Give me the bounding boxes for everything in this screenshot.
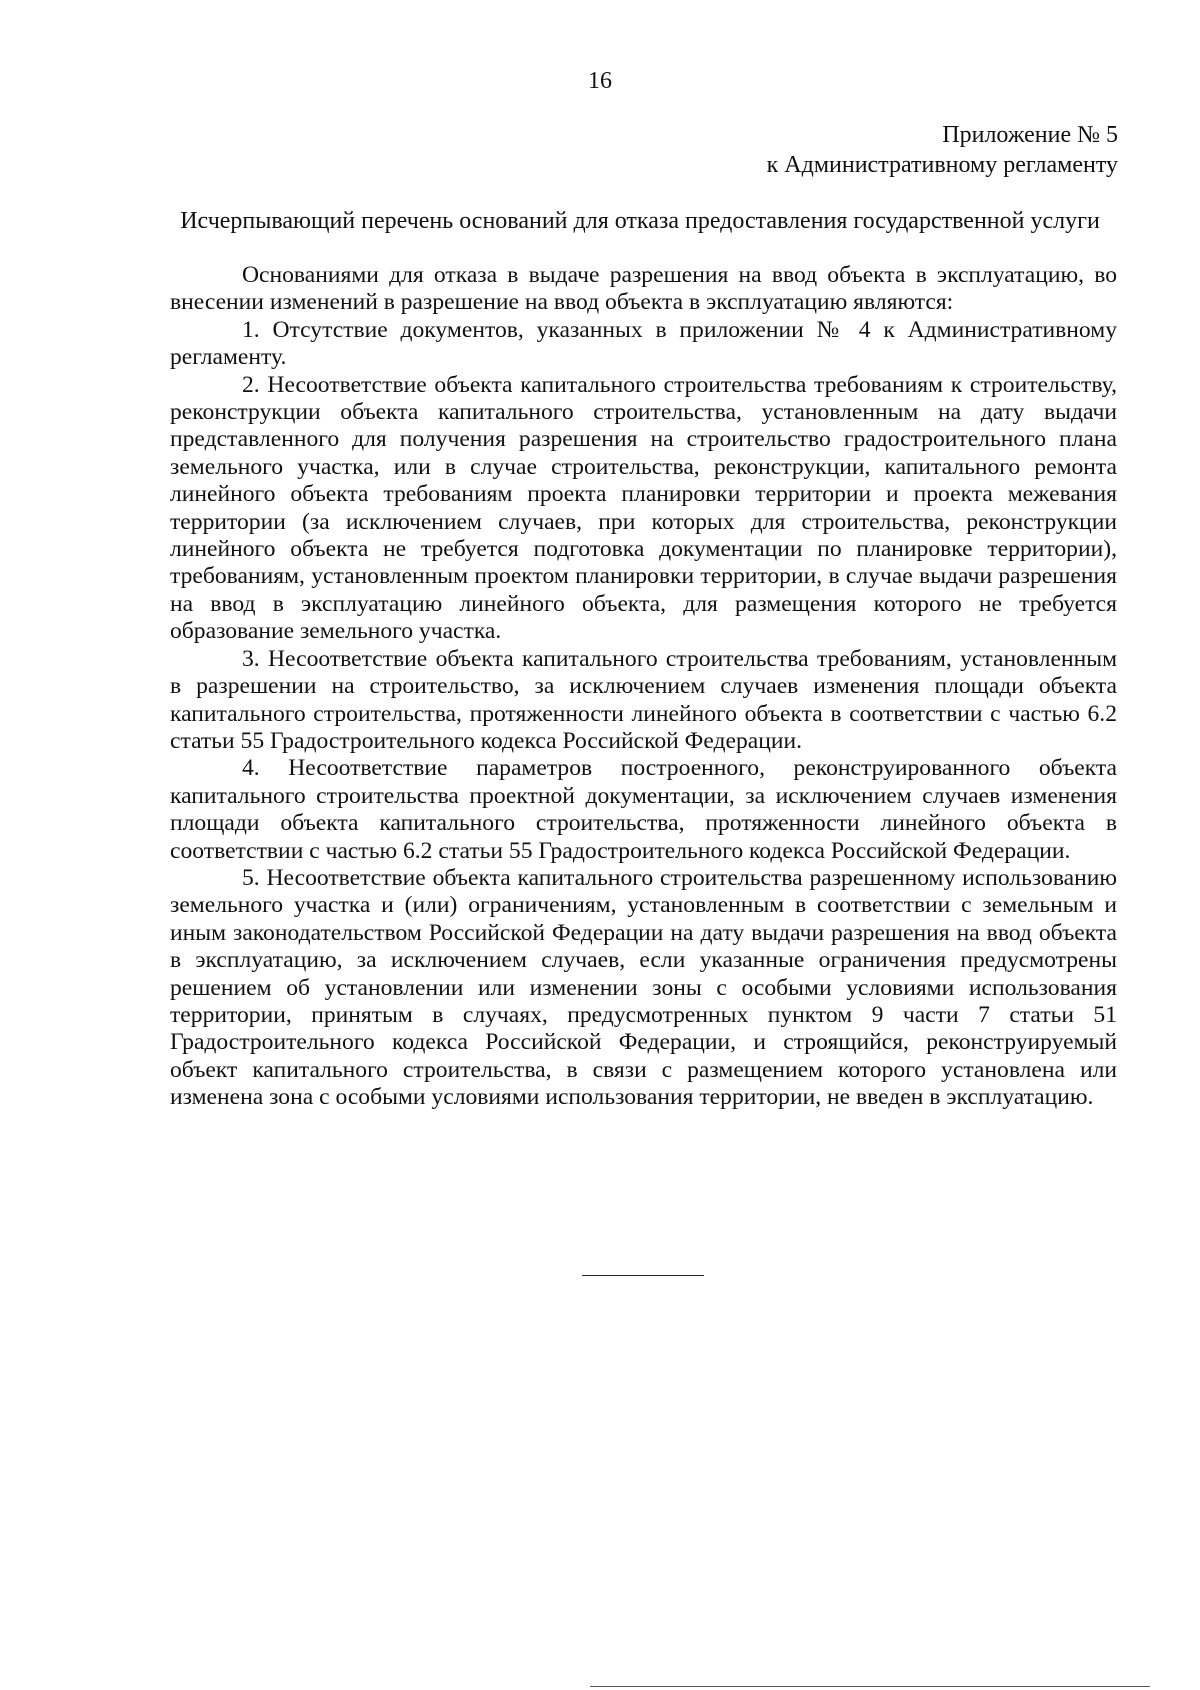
appendix-heading <box>767 120 1118 180</box>
document-body <box>170 262 1117 1112</box>
document-title: Исчерпывающий перечень оснований для отказа предоставления государственной услуги <box>180 208 1100 234</box>
intro-paragraph: Основаниями для отказа в выдаче разрешения на ввод объекта в эксплуатацию, во внесении изменений в разрешение на ввод объекта в эксплуатацию являются: <box>170 262 1117 316</box>
list-item: 3. Несоответствие объекта капитального строительства требованиям, установленным в разрешении на строительство, за исключением случаев изменения площади объекта капитального строительства, протяженности линейного объекта в соответствии с частью 6.2 статьи 55 Градостроительного кодекса Российской Федерации. <box>170 645 1117 754</box>
end-of-document-rule <box>582 1275 704 1276</box>
scan-edge-line <box>590 1686 1150 1687</box>
list-item: 1. Отсутствие документов, указанных в приложении № 4 к Административному регламенту. <box>170 316 1117 371</box>
list-item: 4. Несоответствие параметров построенного, реконструированного объекта капитального строительства проектной документации, за исключением случаев изменения площади объекта капитального строительства, протяженности линейного объекта в соответствии с частью 6.2 статьи 55 Градостроительного кодекса Российской Федерации. <box>170 755 1117 864</box>
appendix-reference: к Административному регламенту <box>766 152 1118 178</box>
appendix-number: Приложение № 5 <box>942 122 1118 148</box>
list-item: 5. Несоответствие объекта капитального строительства разрешенному использованию земельного участка и (или) ограничениям, установленным в соответствии с земельным и иным законодательством Российской Федерации на дату выдачи разрешения на ввод объекта в эксплуатацию, за исключением случаев, если указанные ограничения предусмотрены решением об установлении или изменении зоны с особыми условиями использования территории, принятым в случаях, предусмотренных пунктом 9 части 7 статьи 51 Градостроительного кодекса Российской Федерации, и строящийся, реконструируемый объект капитального строительства, в связи с размещением которого установлена или изменена зона с особыми условиями использования территории, не введен в эксплуатацию. <box>170 864 1117 1111</box>
page-number: 16 <box>588 68 612 94</box>
list-item: 2. Несоответствие объекта капитального строительства требованиям к строительству, реконструкции объекта капитального строительства, установленным на дату выдачи представленного для получения разрешения на строительство градостроительного плана земельного участка, или в случае строительства, реконструкции, капитального ремонта линейного объекта требованиям проекта планировки территории и проекта межевания территории (за исключением случаев, при которых для строительства, реконструкции линейного объекта не требуется подготовка документации по планировке территории), требованиям, установленным проектом планировки территории, в случае выдачи разрешения на ввод в эксплуатацию линейного объекта, для размещения которого не требуется образование земельного участка. <box>170 371 1117 645</box>
